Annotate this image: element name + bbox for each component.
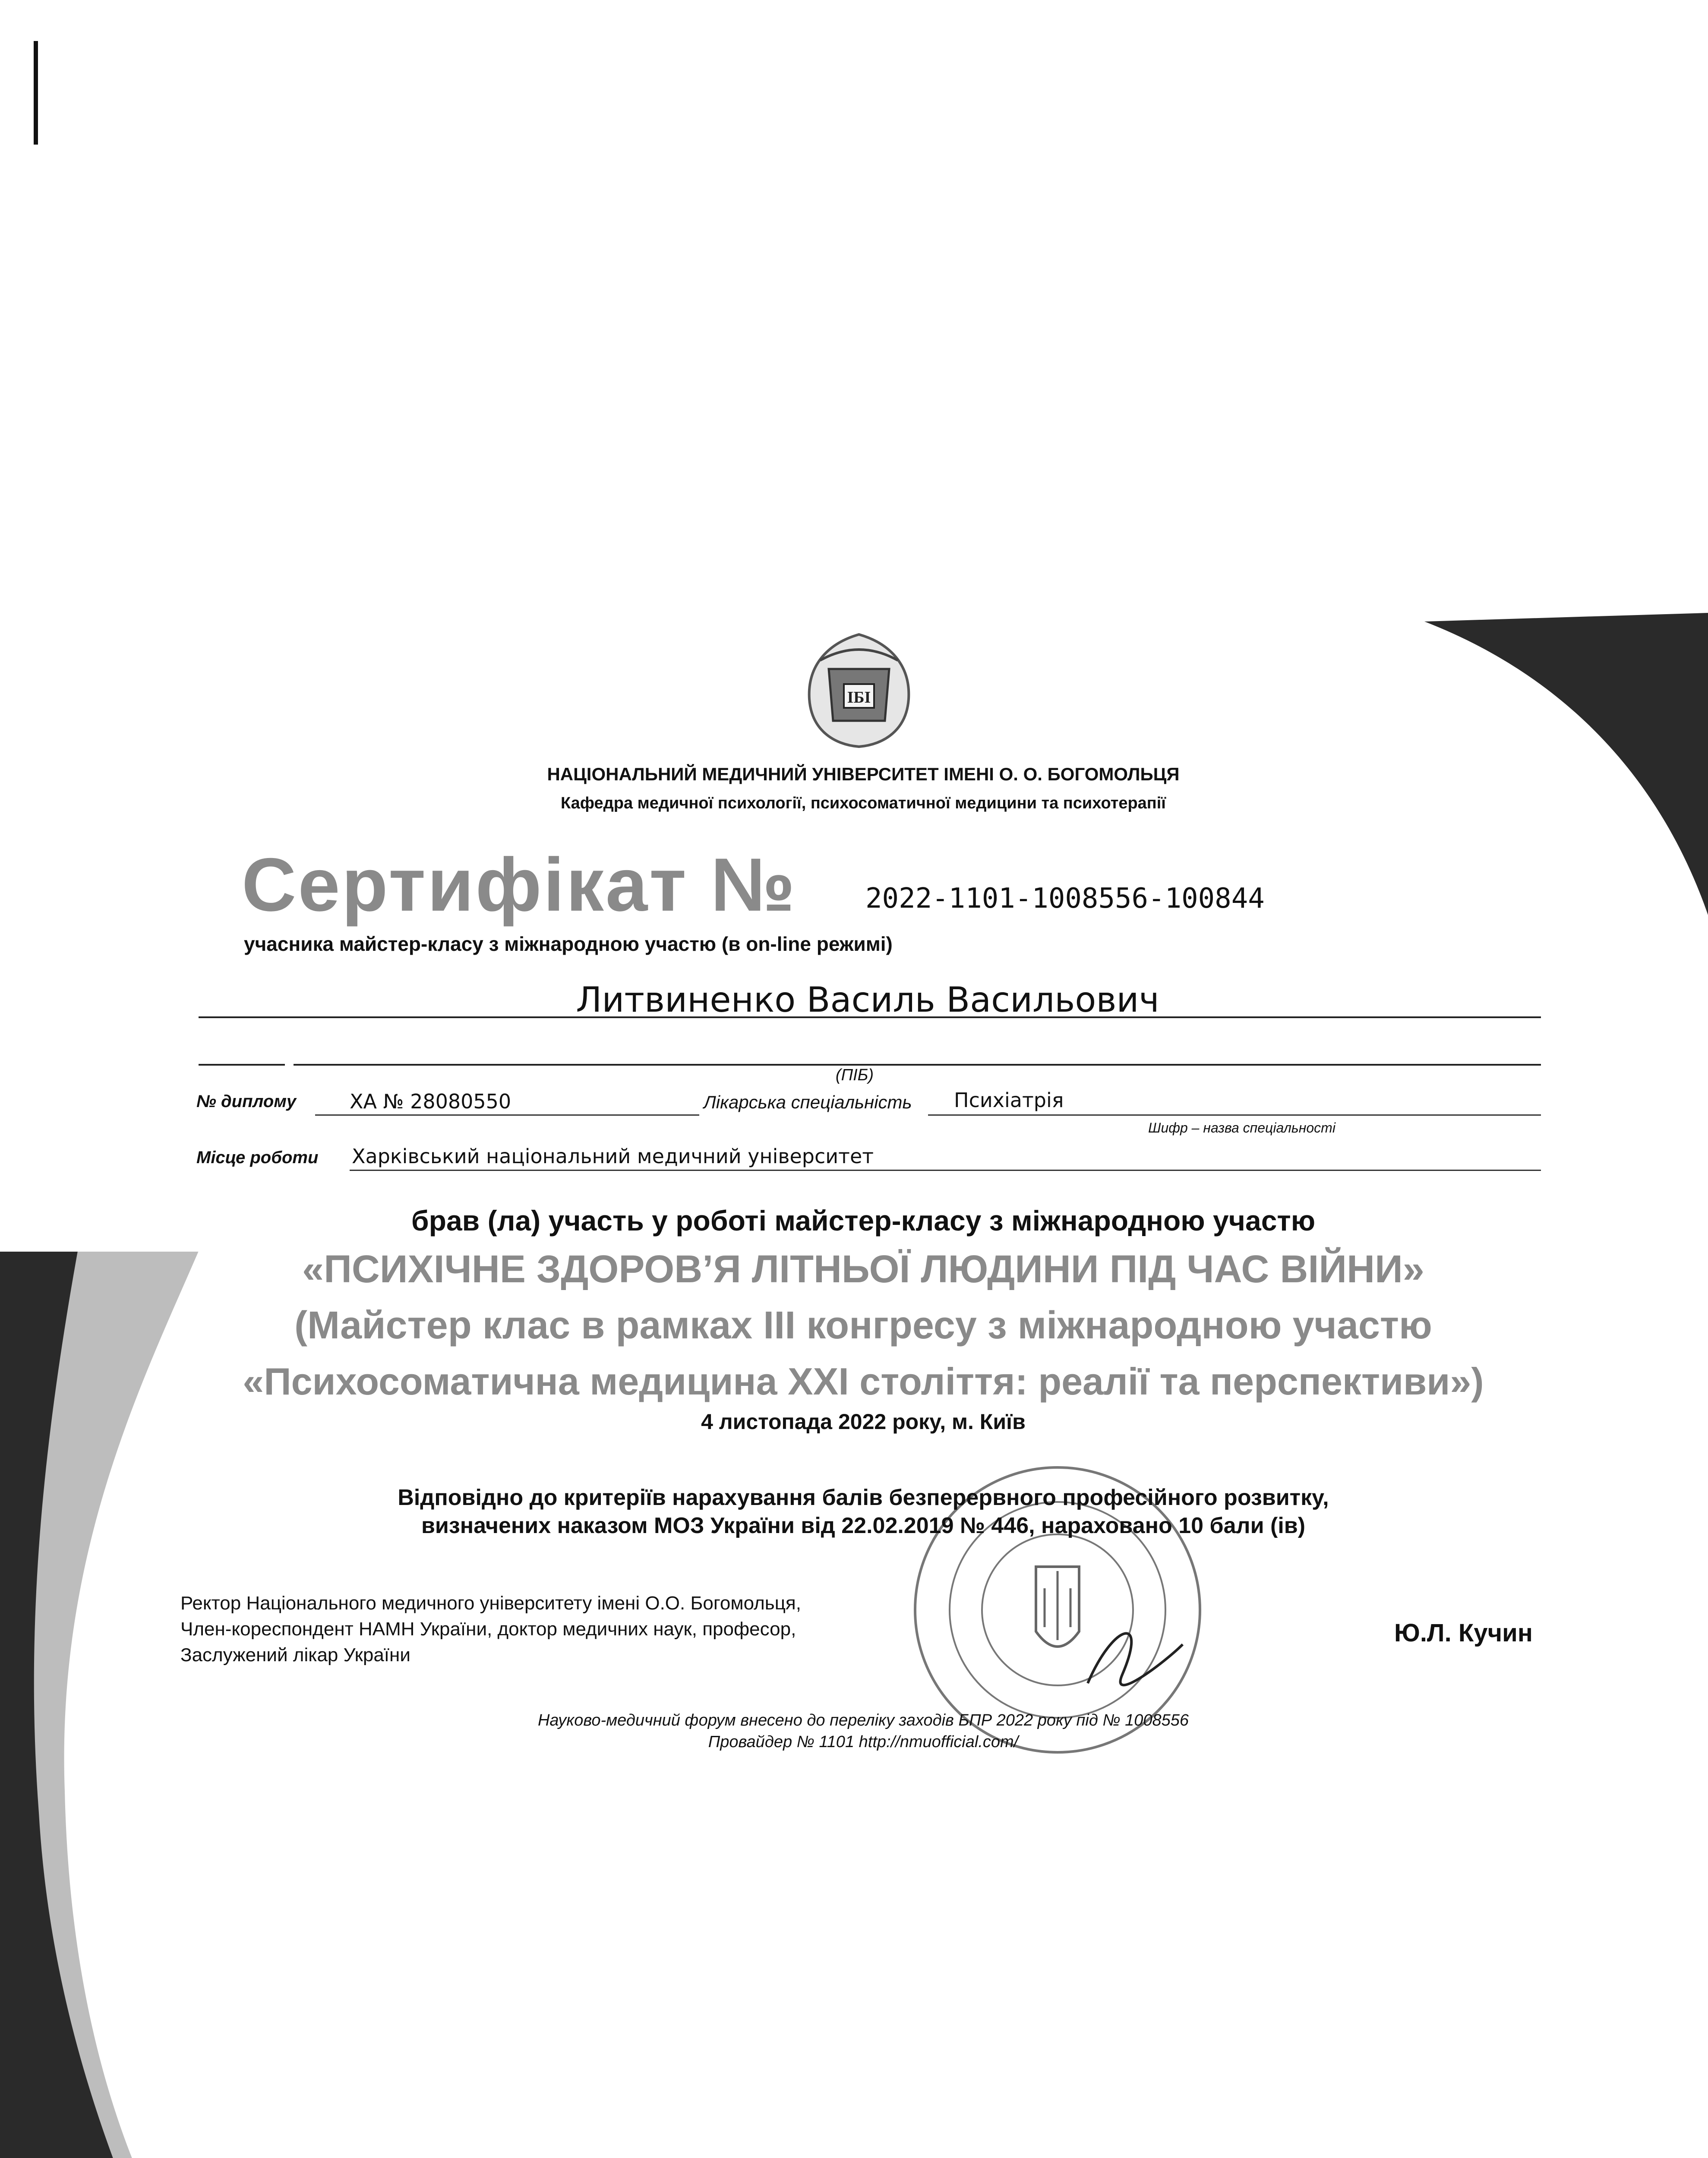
- specialty-value: Психіатрія: [954, 1088, 1064, 1112]
- university-emblem: [803, 630, 915, 751]
- scan-mark: [34, 41, 38, 145]
- footer-line1: Науково-медичний форум внесено до переліку заходів БПР 2022 року під № 1008556: [537, 1711, 1189, 1729]
- participation-text: брав (ла) участь у роботі майстер-класу з міжнародною участю: [411, 1205, 1316, 1237]
- workplace-label: Місце роботи: [196, 1148, 319, 1167]
- signatory-line3: Заслужений лікар України: [180, 1644, 410, 1666]
- signatory-line2: Член-кореспондент НАМН України, доктор медичних наук, професор,: [180, 1618, 796, 1640]
- event-title-line1: «ПСИХІЧНЕ ЗДОРОВ’Я ЛІТНЬОЇ ЛЮДИНИ ПІД ЧАС ВІЙНИ»: [302, 1248, 1424, 1291]
- workplace-value: Харківський національний медичний університет: [352, 1145, 874, 1168]
- department-name: Кафедра медичної психології, психосоматичної медицини та психотерапії: [560, 794, 1166, 812]
- participant-name: Литвиненко Василь Васильович: [576, 980, 1159, 1020]
- decor-top-right: [1424, 613, 1708, 915]
- event-title-line2: (Майстер клас в рамках ІІІ конгресу з міжнародною участю: [294, 1304, 1432, 1347]
- workplace-line: [350, 1170, 1541, 1171]
- diploma-label: № диплому: [196, 1092, 297, 1111]
- decor-left-arc: [0, 1252, 199, 2158]
- footer-line2: Провайдер № 1101 http://nmuofficial.com/: [708, 1733, 1019, 1751]
- signatory-line1: Ректор Національного медичного університету імені О.О. Богомольця,: [180, 1593, 801, 1614]
- certificate-title: Сертифікат №: [242, 843, 797, 927]
- university-name: НАЦІОНАЛЬНИЙ МЕДИЧНИЙ УНІВЕРСИТЕТ ІМЕНІ О. О. БОГОМОЛЬЦЯ: [547, 764, 1180, 784]
- specialty-label: Лікарська спеціальність: [704, 1092, 912, 1112]
- name-line: [199, 1016, 1541, 1018]
- points-line1: Відповідно до критеріїв нарахування балів безперервного професійного розвитку,: [398, 1485, 1329, 1510]
- event-date-place: 4 листопада 2022 року, м. Київ: [701, 1410, 1026, 1434]
- name-line-2a: [199, 1064, 285, 1066]
- diploma-value: ХА № 28080550: [350, 1090, 511, 1113]
- name-caption: (ПІБ): [835, 1066, 874, 1084]
- certificate-subtitle: учасника майстер-класу з міжнародною участю (в on-line режимі): [244, 933, 893, 955]
- certificate-number: 2022-1101-1008556-100844: [865, 883, 1265, 915]
- emblem-letters: ІБІ: [847, 688, 871, 707]
- diploma-line: [315, 1114, 699, 1116]
- specialty-caption: Шифр – назва спеціальності: [1148, 1120, 1335, 1136]
- points-line2: визначених наказом МОЗ України від 22.02.2019 № 446, нараховано 10 бали (ів): [421, 1513, 1306, 1538]
- name-line-2b: [294, 1064, 1541, 1066]
- event-title-line3: «Психосоматична медицина ХХІ століття: реалії та перспективи»): [243, 1360, 1484, 1403]
- specialty-line: [928, 1114, 1541, 1116]
- signatory-name: Ю.Л. Кучин: [1394, 1619, 1533, 1647]
